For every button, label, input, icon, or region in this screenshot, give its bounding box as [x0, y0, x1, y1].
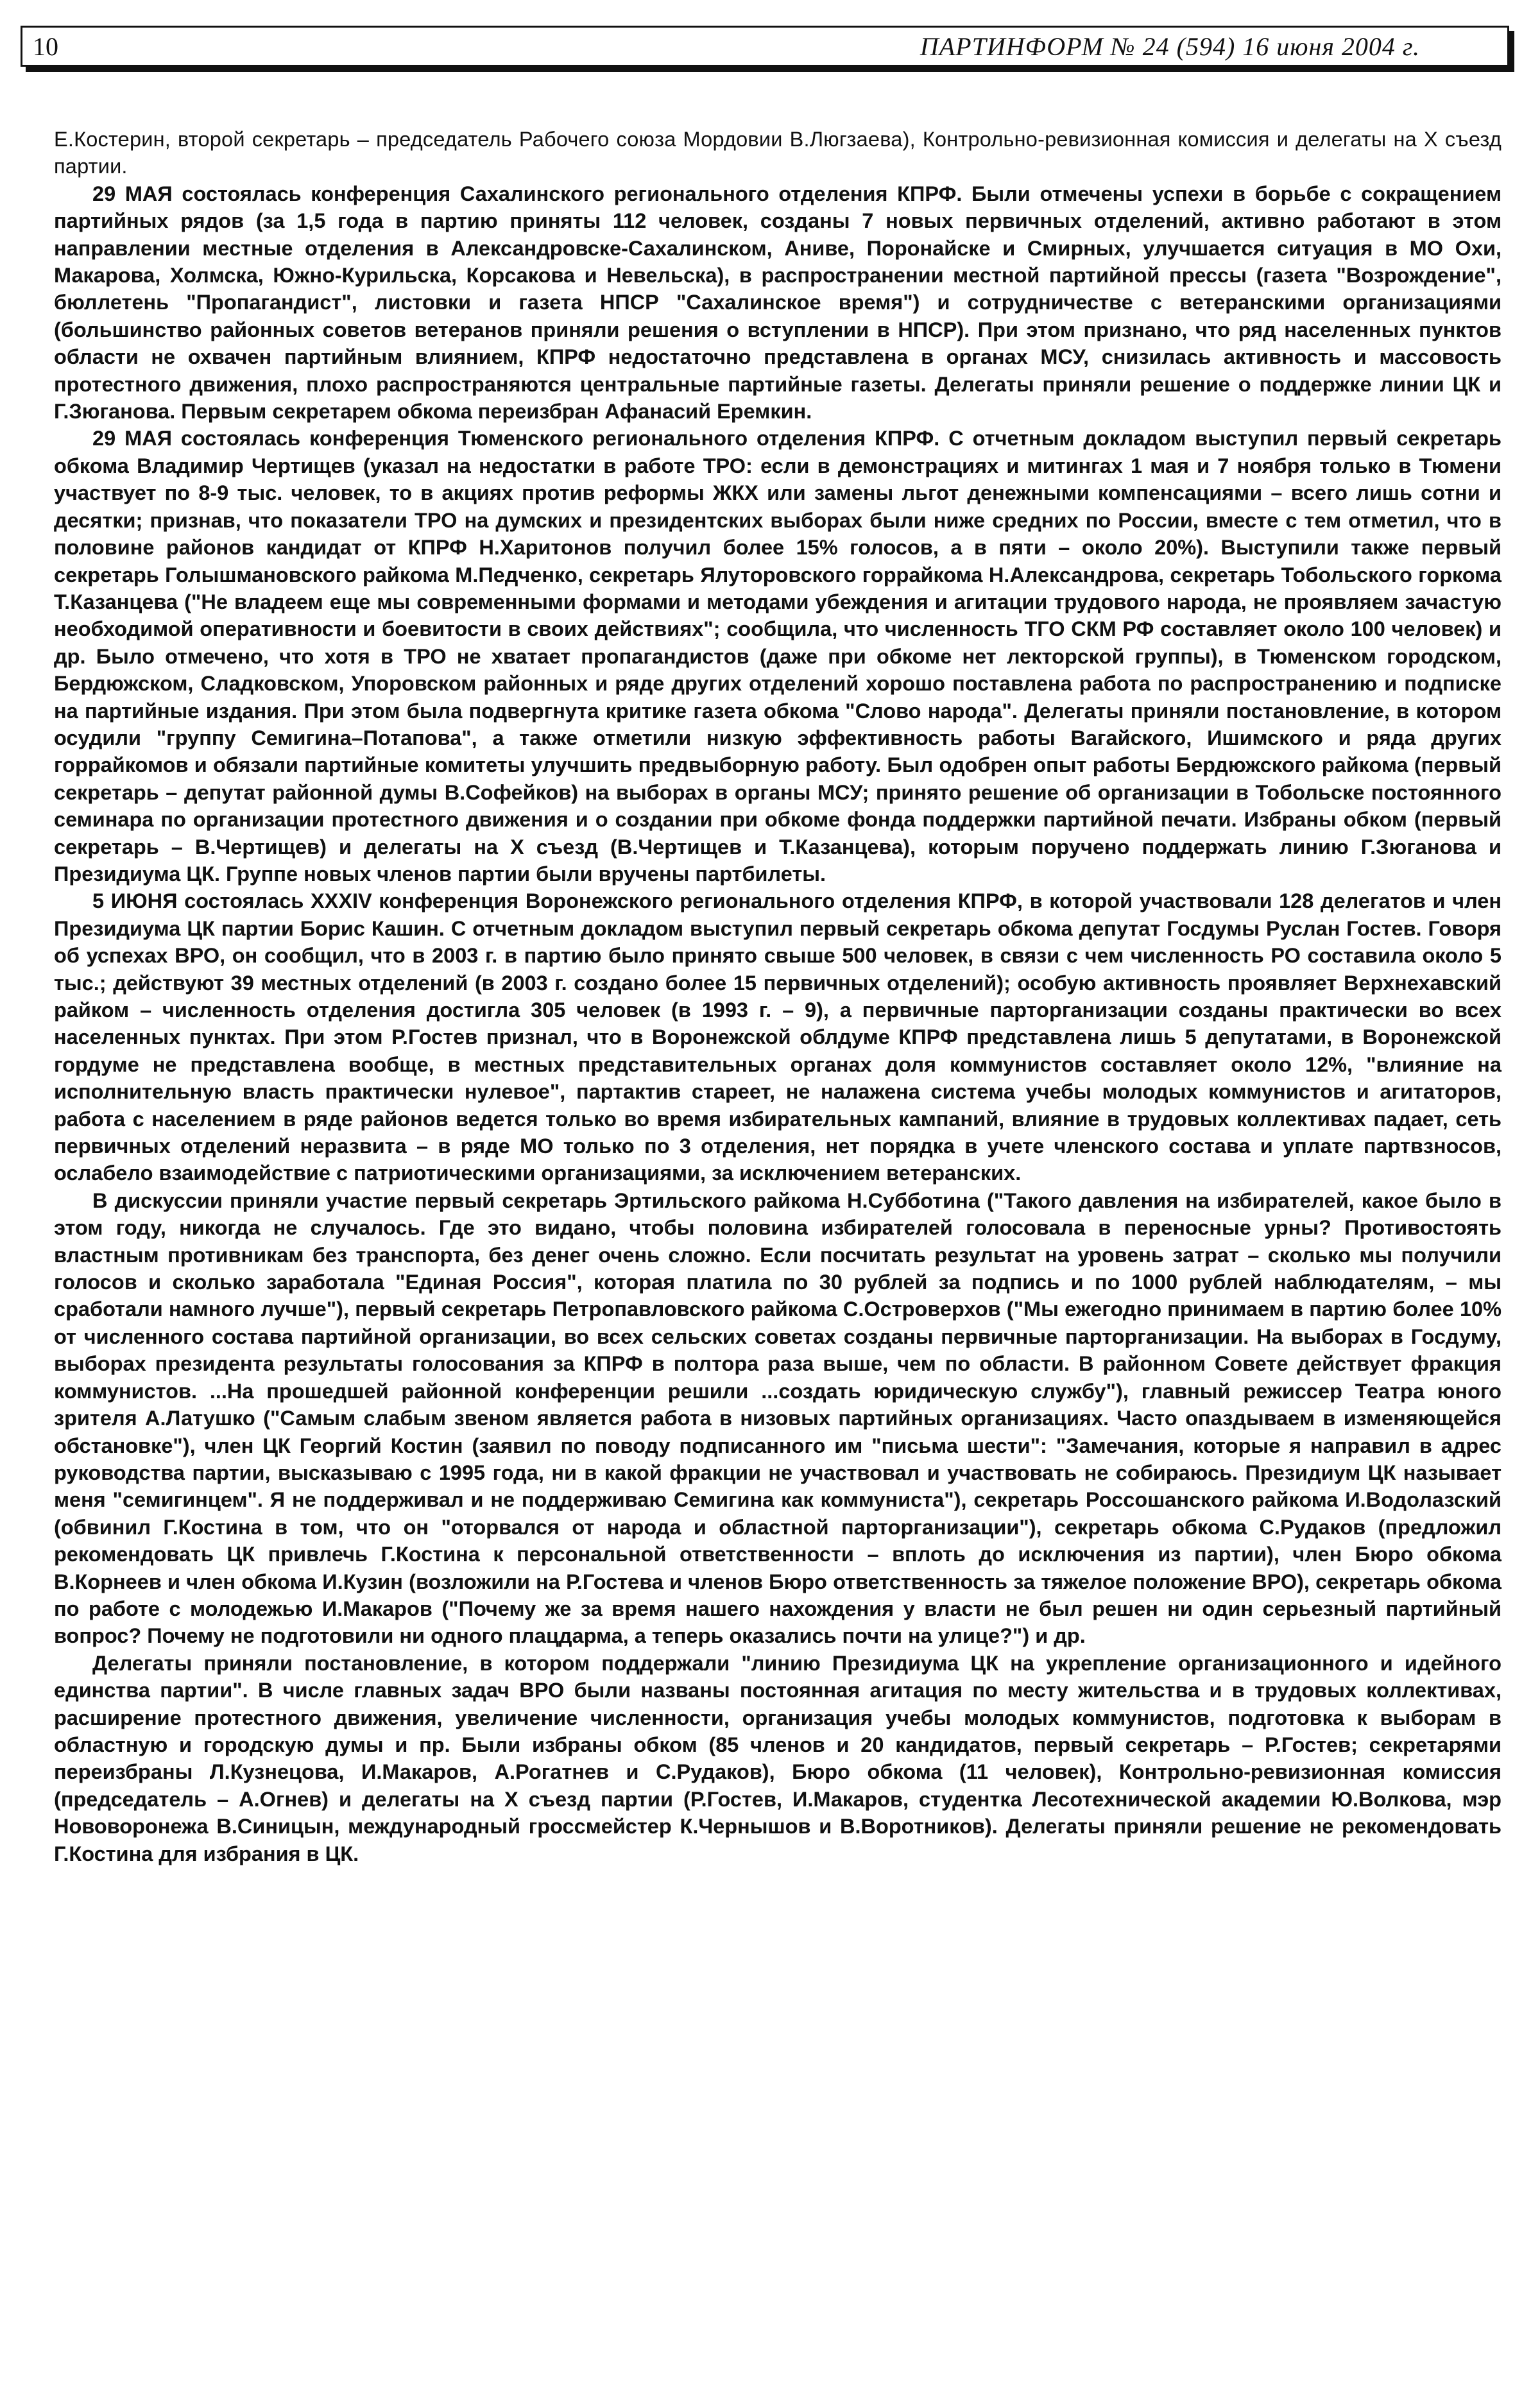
- article-body: [54, 126, 1502, 1867]
- issue-info: ПАРТИНФОРМ № 24 (594) 16 июня 2004 г.: [920, 32, 1420, 61]
- page-number: 10: [33, 32, 58, 61]
- header-shadow-right: [1509, 31, 1514, 72]
- paragraph-tyumen: 29 МАЯ состоялась конференция Тюменского регионального отделения КПРФ. С отчетным докладом выступил первый секретарь обкома Владимир Чертищев (указал на недостатки в работе ТРО: если в демонстрациях и митингах 1 мая и 7 ноября только в Тюмени участвует по 8-9 тыс. человек, то в акциях против реформы ЖКХ или замены льгот денежными компенсациями – всего лишь сотни и десятки; признав, что показатели ТРО на думских и президентских выборах были ниже средних по России, вместе с тем отметил, что в половине районов кандидат от КПРФ Н.Харитонов получил более 15% голосов, а в пяти – около 20%). Выступили также первый секретарь Голышмановского райкома М.Педченко, секретарь Ялуторовского горрайкома Н.Александрова, секретарь Тобольского горкома Т.Казанцева ("Не владеем еще мы современными формами и методами убеждения и агитации трудового народа, не проявляем зачастую необходимой оперативности и боевитости в своих действиях"; сообщила, что численность ТГО СКМ РФ составляет около 100 человек) и др. Было отмечено, что хотя в ТРО не хватает пропагандистов (даже при обкоме нет лекторской группы), в Тюменском городском, Бердюжском, Сладковском, Упоровском районных и ряде других отделений хорошо поставлена работа по распространению и подписке на партийные издания. При этом была подвергнута критике газета обкома "Слово народа". Делегаты приняли постановление, в котором осудили "группу Семигина–Потапова", а также отметили низкую эффективность работы Вагайского, Ишимского и ряда других горрайкомов и обязали партийные комитеты улучшить предвыборную работу. Был одобрен опыт работы Бердюжского райкома (первый секретарь – депутат районной думы В.Софейков) на выборах в органы МСУ; принято решение об организации в Тобольске постоянного семинара по организации протестного движения и о создании при обкоме фонда поддержки партийной печати. Избраны обком (первый секретарь – В.Чертищев) и делегаты на Х съезд (В.Чертищев и Т.Казанцева), которым поручено поддержать линию Г.Зюганова и Президиума ЦК. Группе новых членов партии были вручены партбилеты.: [54, 427, 1502, 886]
- paragraph-sakhalin: 29 МАЯ состоялась конференция Сахалинского регионального отделения КПРФ. Были отмечены успехи в борьбе с сокращением партийных рядов (за 1,5 года в партию приняты 112 человек, созданы 7 новых первичных отделений, активно работают в этом направлении местные отделения в Александровске-Сахалинском, Аниве, Поронайске и Смирных, улучшается ситуация в МО Охи, Макарова, Холмска, Южно-Курильска, Корсакова и Невельска), в распространении местной партийной прессы (газета "Возрождение", бюллетень "Пропагандист", листовки и газета НПСР "Сахалинское время") и сотрудничестве с ветеранскими организациями (большинство районных советов ветеранов приняли решения о вступлении в НПСР). При этом признано, что ряд населенных пунктов области не охвачен партийным влиянием, КПРФ недостаточно представлена в органах МСУ, снизилась активность и массовость протестного движения, плохо распространяются центральные партийные газеты. Делегаты приняли решение о поддержке линии ЦК и Г.Зюганова. Первым секретарем обкома переизбран Афанасий Еремкин.: [54, 182, 1502, 424]
- paragraph-voronezh: 5 ИЮНЯ состоялась XXXIV конференция Воронежского регионального отделения КПРФ, в которой участвовали 128 делегатов и член Президиума ЦК партии Борис Кашин. С отчетным докладом выступил первый секретарь обкома депутат Госдумы Руслан Гостев. Говоря об успехах ВРО, он сообщил, что в 2003 г. в партию было принято свыше 500 человек, в связи с чем численность РО составила около 5 тыс.; действуют 39 местных отделений (в 2003 г. создано более 15 первичных отделений); особую активность проявляет Верхнехавский райком – численность отделения достигла 305 человек (в 1993 г. – 9), а первичные парторганизации созданы практически во всех населенных пунктах. При этом Р.Гостев признал, что в Воронежской облдуме КПРФ представлена лишь 5 депутатами, в Воронежской гордуме не представлена вообще, в местных представительных органах доля коммунистов составляет около 12%, "влияние на исполнительную власть практически нулевое", партактив стареет, не налажена система учебы молодых коммунистов и агитаторов, работа с населением в ряде районов ведется только во время избирательных кампаний, влияние в трудовых коллективах падает, сеть первичных отделений неразвита – в ряде МО только по 3 отделения, нет порядка в учете членского состава и уплате партвзносов, ослабело взаимодействие с патриотическими организациями, за исключением ветеранских.: [54, 889, 1502, 1185]
- page-header: [21, 26, 1509, 67]
- header-shadow: [26, 67, 1514, 72]
- lead-paragraph: Е.Костерин, второй секретарь – председатель Рабочего союза Мордовии В.Люгзаева), Контрольно-ревизионная комиссия и делегаты на Х съезд партии.: [54, 128, 1502, 178]
- paragraph-resolution: Делегаты приняли постановление, в котором поддержали "линию Президиума ЦК на укрепление организационного и идейного единства партии". В числе главных задач ВРО были названы постоянная агитация по месту жительства и в трудовых коллективах, расширение протестного движения, увеличение численности, организация учебы молодых коммунистов, подготовка к выборам в областную и городскую думы и пр. Были избраны обком (85 членов и 20 кандидатов, первый секретарь – Р.Гостев; секретарями переизбраны Л.Кузнецова, И.Макаров, А.Рогатнев и С.Рудаков), Бюро обкома (11 человек), Контрольно-ревизионная комиссия (председатель – А.Огнев) и делегаты на Х съезд партии (Р.Гостев, И.Макаров, студентка Лесотехнической академии Ю.Волкова, мэр Нововоронежа В.Синицын, международный гроссмейстер К.Чернышов и В.Воротников). Делегаты приняли решение не рекомендовать Г.Костина для избрания в ЦК.: [54, 1651, 1502, 1865]
- paragraph-discussion: В дискуссии приняли участие первый секретарь Эртильского райкома Н.Субботина ("Такого давления на избирателей, какое было в этом году, никогда не случалось. Где это видано, чтобы половина избирателей голосовала в переносные урны? Противостоять властным противникам без транспорта, без денег очень сложно. Если посчитать результат на уровень затрат – сколько мы получили голосов и сколько заработала "Единая Россия", которая платила по 30 рублей за подпись и по 1000 рублей наблюдателям, – мы сработали намного лучше"), первый секретарь Петропавловского райкома С.Островерхов ("Мы ежегодно принимаем в партию более 10% от численного состава партийной организации, во всех сельских советах созданы первичные парторганизации. На выборах в Госдуму, выборах президента результаты голосования за КПРФ в полтора раза выше, чем по области. В районном Совете действует фракция коммунистов. ...На прошедшей районной конференции решили ...создать юридическую службу"), главный режиссер Театра юного зрителя А.Латушко ("Самым слабым звеном является работа в низовых партийных организациях. Часто опаздываем в изменяющейся обстановке"), член ЦК Георгий Костин (заявил по поводу подписанного им "письма шести": "Замечания, которые я направил в адрес руководства партии, высказываю с 1995 года, ни в какой фракции не участвовал и участвовать не собираюсь. Президиум ЦК называет меня "семигинцем". Я не поддерживал и не поддерживаю Семигина как коммуниста"), секретарь Россошанского райкома И.Водолазский (обвинил Г.Костина в том, что он "оторвался от народа и областной парторганизации"), секретарь обкома С.Рудаков (предложил рекомендовать ЦК привлечь Г.Костина к персональной ответственности – вплоть до исключения из партии), член Бюро обкома В.Корнеев и член обкома И.Кузин (возложили на Р.Гостева и членов Бюро ответственность за тяжелое положение ВРО), секретарь обкома по работе с молодежью И.Макаров ("Почему же за время нашего нахождения у власти не был решен ни один серьезный партийный вопрос? Почему не подготовили ни одного плацдарма, а теперь оказались почти на улице?") и др.: [54, 1188, 1502, 1648]
